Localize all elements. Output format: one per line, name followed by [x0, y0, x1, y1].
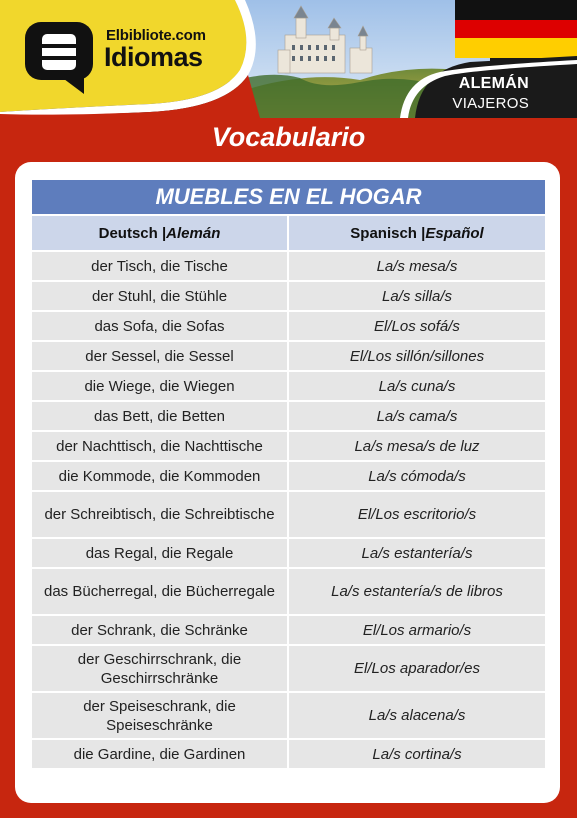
table-row — [32, 569, 545, 614]
spanish-term: La/s cuna/s — [289, 372, 545, 400]
german-term: das Bücherregal, die Bücherregale — [32, 569, 287, 614]
table-row — [32, 693, 545, 738]
brand-site: Elbibliote.com — [106, 27, 206, 44]
table-row — [32, 492, 545, 537]
header-german — [32, 216, 287, 250]
table-row — [32, 402, 545, 430]
spanish-term: La/s estantería/s de libros — [289, 569, 545, 614]
spanish-term: El/Los armario/s — [289, 616, 545, 644]
german-term: der Tisch, die Tische — [32, 252, 287, 280]
spanish-term: El/Los sofá/s — [289, 312, 545, 340]
german-term: die Wiege, die Wiegen — [32, 372, 287, 400]
german-term: das Regal, die Regale — [32, 539, 287, 567]
spanish-term: La/s estantería/s — [289, 539, 545, 567]
table-row — [32, 372, 545, 400]
header-german-label: Deutsch | — [98, 224, 167, 242]
spanish-term: La/s mesa/s — [289, 252, 545, 280]
spanish-term: El/Los aparador/es — [289, 646, 545, 691]
table-row — [32, 432, 545, 460]
spanish-term: La/s cortina/s — [289, 740, 545, 768]
german-term: das Sofa, die Sofas — [32, 312, 287, 340]
german-term: die Kommode, die Kommoden — [32, 462, 287, 490]
header-spanish-label: Spanisch | — [350, 224, 426, 242]
table-row — [32, 252, 545, 280]
german-term: der Stuhl, die Stühle — [32, 282, 287, 310]
table-row — [32, 312, 545, 340]
spanish-term: El/Los sillón/sillones — [289, 342, 545, 370]
spanish-term: La/s silla/s — [289, 282, 545, 310]
table-title: MUEBLES EN EL HOGAR — [32, 180, 545, 214]
table-row — [32, 539, 545, 567]
header-spanish-translation: Español — [425, 224, 484, 242]
header-german-translation: Alemán — [166, 224, 221, 242]
badge-audience: VIAJEROS — [452, 95, 529, 112]
table-body — [32, 252, 545, 768]
spanish-term: La/s cama/s — [289, 402, 545, 430]
table-row — [32, 740, 545, 768]
section-title: Vocabulario — [211, 122, 366, 152]
spanish-term: El/Los escritorio/s — [289, 492, 545, 537]
header-banner — [0, 0, 577, 118]
table-row — [32, 462, 545, 490]
german-term: der Sessel, die Sessel — [32, 342, 287, 370]
german-term: die Gardine, die Gardinen — [32, 740, 287, 768]
spanish-term: La/s cómoda/s — [289, 462, 545, 490]
german-term: der Schreibtisch, die Schreibtische — [32, 492, 287, 537]
german-term: der Geschirrschrank, die Geschirrschränke — [32, 646, 287, 691]
vocabulary-table — [32, 216, 545, 770]
header-spanish — [289, 216, 545, 250]
german-term: das Bett, die Betten — [32, 402, 287, 430]
table-row — [32, 646, 545, 691]
german-term: der Speiseschrank, die Speiseschränke — [32, 693, 287, 738]
german-term: der Nachttisch, die Nachttische — [32, 432, 287, 460]
table-row — [32, 282, 545, 310]
table-row — [32, 616, 545, 644]
badge-language: ALEMÁN — [458, 75, 529, 92]
table-header-row — [32, 216, 545, 250]
brand-name: Idiomas — [104, 42, 203, 72]
german-term: der Schrank, die Schränke — [32, 616, 287, 644]
table-row — [32, 342, 545, 370]
spanish-term: La/s mesa/s de luz — [289, 432, 545, 460]
spanish-term: La/s alacena/s — [289, 693, 545, 738]
